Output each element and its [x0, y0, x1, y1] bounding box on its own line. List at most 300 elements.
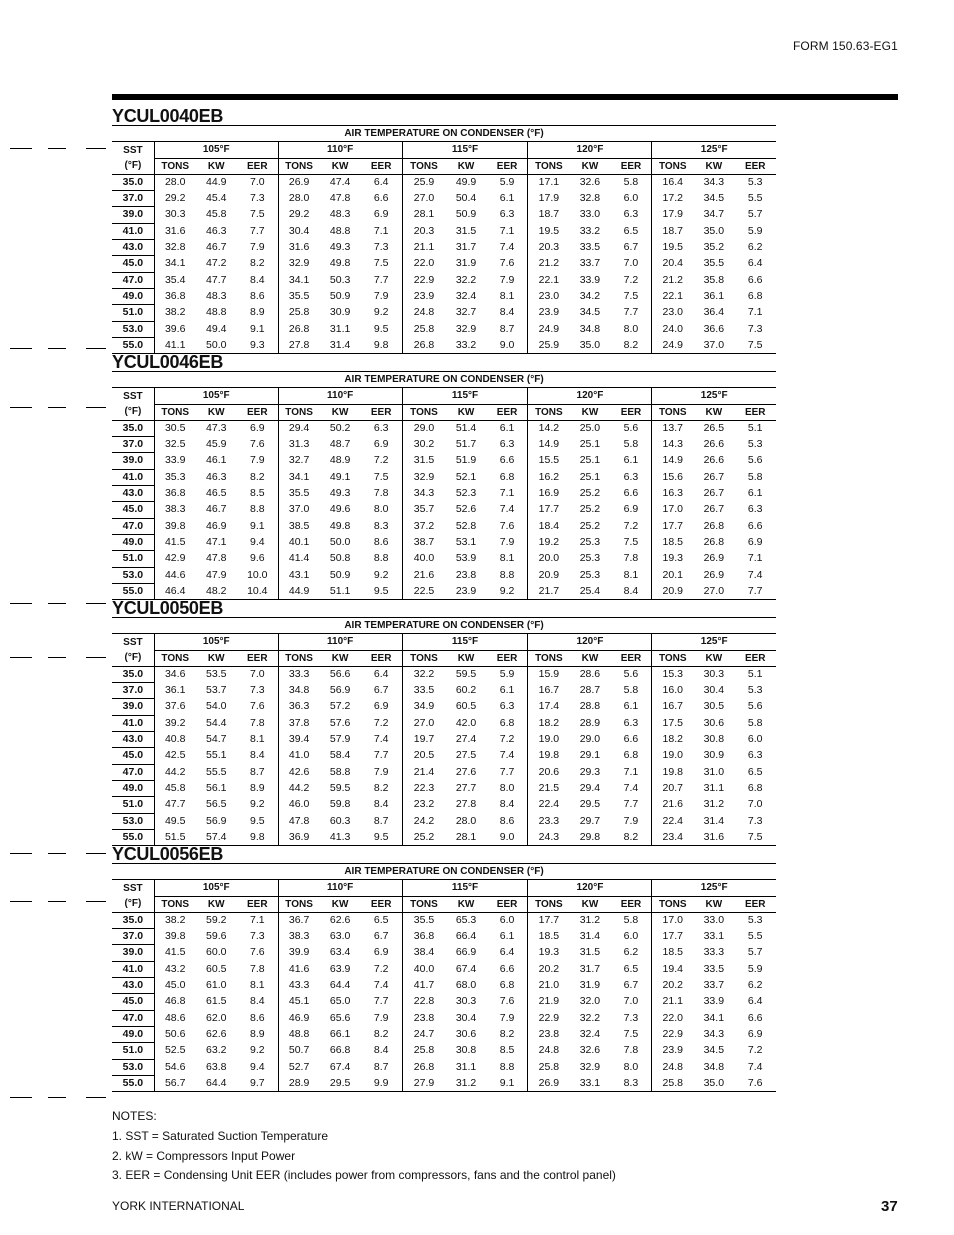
- data-cell: 50.9: [329, 568, 351, 581]
- data-cell: 50.0: [329, 535, 351, 548]
- data-cell: 8.0: [623, 322, 639, 335]
- data-cell: 6.6: [623, 733, 639, 746]
- sst-cell: 45.0: [112, 748, 154, 764]
- data-cell: 7.1: [623, 765, 639, 778]
- data-cell: 26.9: [703, 552, 725, 565]
- sst-cell: 51.0: [112, 551, 154, 567]
- data-cell: 6.3: [623, 716, 639, 729]
- data-cell: 5.9: [499, 668, 515, 681]
- data-cell: 22.1: [652, 288, 693, 304]
- data-cell: 25.2: [579, 503, 601, 516]
- column-header: EER: [611, 896, 652, 912]
- column-header: EER: [611, 158, 652, 174]
- column-header: TONS: [154, 896, 195, 912]
- data-cell: 7.5: [623, 535, 639, 548]
- data-cell: 7.3: [249, 930, 265, 943]
- table-row: [112, 305, 776, 321]
- data-cell: 8.0: [623, 1060, 639, 1073]
- data-cell: 28.1: [445, 829, 486, 845]
- note-item: 2. kW = Compressors Input Power: [112, 1148, 296, 1163]
- data-cell: 22.9: [402, 272, 445, 288]
- data-cell: 28.7: [579, 684, 601, 697]
- data-cell: 28.1: [402, 207, 445, 223]
- data-cell: 26.6: [703, 438, 725, 451]
- data-cell: 6.4: [747, 995, 763, 1008]
- column-header: TONS: [652, 404, 693, 420]
- margin-mark: [48, 657, 66, 658]
- data-cell: 66.4: [455, 930, 477, 943]
- data-cell: 55.1: [206, 749, 227, 762]
- table-row: [112, 321, 776, 337]
- data-cell: 50.2: [329, 422, 351, 435]
- form-id: FORM 150.63-EG1: [793, 39, 898, 53]
- sst-cell: 37.0: [112, 437, 154, 453]
- data-cell: 6.8: [499, 979, 515, 992]
- data-cell: 46.9: [278, 1010, 319, 1026]
- table-row: [112, 929, 776, 945]
- data-cell: 17.9: [528, 191, 569, 207]
- data-cell: 46.0: [278, 797, 319, 813]
- data-cell: 9.4: [249, 1060, 265, 1073]
- condenser-temp-header: 115°F: [402, 880, 528, 896]
- sst-cell: 39.0: [112, 207, 154, 223]
- data-cell: 63.4: [329, 946, 351, 959]
- data-cell: 7.7: [623, 798, 639, 811]
- table-row: [112, 551, 776, 567]
- table-row: [112, 486, 776, 502]
- data-cell: 8.2: [611, 829, 652, 845]
- data-cell: 37.6: [154, 699, 195, 715]
- data-cell: 7.1: [373, 224, 389, 237]
- data-cell: 21.1: [402, 240, 445, 256]
- data-cell: 42.5: [154, 748, 195, 764]
- table-row: [112, 748, 776, 764]
- data-cell: 32.7: [455, 306, 477, 319]
- data-cell: 6.5: [373, 914, 389, 927]
- data-cell: 41.4: [278, 551, 319, 567]
- data-cell: 5.6: [623, 668, 639, 681]
- data-cell: 8.2: [499, 1027, 515, 1040]
- footer-company: YORK INTERNATIONAL: [112, 1199, 245, 1213]
- data-cell: 7.9: [249, 454, 265, 467]
- data-cell: 8.1: [249, 979, 265, 992]
- data-cell: 6.6: [499, 962, 515, 975]
- data-cell: 8.6: [373, 535, 389, 548]
- data-cell: 8.4: [249, 749, 265, 762]
- data-cell: 16.2: [528, 469, 569, 485]
- data-cell: 8.1: [499, 552, 515, 565]
- sst-cell: 53.0: [112, 321, 154, 337]
- condenser-temp-header: 110°F: [278, 880, 402, 896]
- data-cell: 15.3: [652, 666, 693, 682]
- data-cell: 5.8: [623, 684, 639, 697]
- data-cell: 6.6: [499, 454, 515, 467]
- data-cell: 8.3: [611, 1075, 652, 1091]
- data-cell: 59.5: [329, 781, 351, 794]
- data-cell: 24.2: [402, 813, 445, 829]
- data-cell: 32.9: [455, 322, 477, 335]
- data-cell: 9.8: [361, 337, 402, 353]
- data-cell: 8.3: [373, 519, 389, 532]
- data-cell: 6.4: [373, 668, 389, 681]
- data-cell: 65.3: [455, 914, 477, 927]
- data-cell: 34.8: [703, 1060, 725, 1073]
- data-cell: 38.2: [154, 912, 195, 928]
- data-cell: 6.8: [499, 716, 515, 729]
- data-cell: 5.5: [747, 192, 763, 205]
- data-cell: 56.9: [329, 684, 351, 697]
- data-cell: 40.8: [154, 732, 195, 748]
- data-cell: 27.9: [402, 1075, 445, 1091]
- data-cell: 6.9: [373, 438, 389, 451]
- table-row: [112, 683, 776, 699]
- sst-cell: 45.0: [112, 256, 154, 272]
- data-cell: 34.2: [579, 289, 601, 302]
- data-cell: 6.7: [623, 979, 639, 992]
- condenser-temp-header: 105°F: [154, 880, 278, 896]
- data-cell: 8.6: [499, 814, 515, 827]
- column-header: TONS: [528, 158, 569, 174]
- data-cell: 19.0: [528, 732, 569, 748]
- data-cell: 50.8: [329, 552, 351, 565]
- data-cell: 62.6: [206, 1027, 227, 1040]
- column-header: TONS: [402, 158, 445, 174]
- data-cell: 32.0: [579, 995, 601, 1008]
- data-cell: 20.3: [402, 223, 445, 239]
- data-cell: 30.8: [703, 733, 725, 746]
- data-cell: 8.1: [249, 733, 265, 746]
- data-cell: 39.9: [278, 945, 319, 961]
- data-cell: 29.2: [278, 207, 319, 223]
- data-cell: 34.1: [278, 272, 319, 288]
- data-cell: 7.6: [249, 438, 265, 451]
- data-cell: 17.4: [528, 699, 569, 715]
- data-cell: 7.1: [249, 914, 265, 927]
- data-cell: 31.1: [703, 781, 725, 794]
- data-cell: 26.8: [402, 337, 445, 353]
- data-cell: 18.2: [652, 732, 693, 748]
- data-cell: 19.0: [652, 748, 693, 764]
- data-cell: 6.1: [499, 930, 515, 943]
- table-row: [112, 813, 776, 829]
- data-cell: 34.5: [703, 192, 725, 205]
- data-cell: 6.1: [499, 422, 515, 435]
- data-cell: 9.2: [487, 583, 528, 599]
- margin-mark: [86, 1097, 106, 1098]
- data-cell: 57.6: [329, 716, 351, 729]
- data-cell: 23.8: [528, 1026, 569, 1042]
- data-cell: 29.8: [569, 829, 610, 845]
- data-cell: 8.6: [249, 1011, 265, 1024]
- data-cell: 19.2: [528, 534, 569, 550]
- condenser-temp-header: 105°F: [154, 634, 278, 650]
- data-cell: 7.2: [373, 454, 389, 467]
- data-cell: 16.3: [652, 486, 693, 502]
- data-cell: 47.8: [206, 552, 227, 565]
- data-cell: 29.0: [402, 420, 445, 436]
- data-cell: 6.1: [623, 700, 639, 713]
- data-cell: 49.9: [455, 176, 477, 189]
- condenser-temp-header: 115°F: [402, 634, 528, 650]
- table-row: [112, 1059, 776, 1075]
- data-cell: 30.8: [455, 1044, 477, 1057]
- data-cell: 62.6: [329, 914, 351, 927]
- data-cell: 33.1: [703, 930, 725, 943]
- performance-table: [112, 371, 776, 600]
- data-cell: 40.1: [278, 534, 319, 550]
- data-cell: 8.9: [249, 781, 265, 794]
- data-cell: 6.6: [623, 487, 639, 500]
- data-cell: 7.8: [623, 1044, 639, 1057]
- data-cell: 20.2: [528, 961, 569, 977]
- data-cell: 17.7: [528, 502, 569, 518]
- data-cell: 43.3: [278, 978, 319, 994]
- performance-section: [112, 107, 776, 354]
- data-cell: 26.8: [278, 321, 319, 337]
- data-cell: 30.3: [154, 207, 195, 223]
- data-cell: 7.9: [623, 814, 639, 827]
- data-cell: 39.4: [278, 732, 319, 748]
- data-cell: 46.3: [206, 470, 227, 483]
- data-cell: 18.5: [528, 929, 569, 945]
- sst-cell: 35.0: [112, 420, 154, 436]
- data-cell: 7.4: [623, 781, 639, 794]
- data-cell: 5.9: [499, 176, 515, 189]
- margin-mark: [86, 407, 106, 408]
- data-cell: 7.2: [747, 1044, 763, 1057]
- data-cell: 19.4: [652, 961, 693, 977]
- data-cell: 30.2: [402, 437, 445, 453]
- data-cell: 22.9: [528, 1010, 569, 1026]
- top-rule: [112, 94, 898, 100]
- condenser-temp-header: 115°F: [402, 388, 528, 404]
- table-row: [112, 797, 776, 813]
- data-cell: 30.3: [703, 668, 725, 681]
- data-cell: 39.8: [154, 929, 195, 945]
- data-cell: 56.9: [206, 814, 227, 827]
- data-cell: 30.4: [278, 223, 319, 239]
- data-cell: 31.0: [703, 765, 725, 778]
- data-cell: 29.7: [579, 814, 601, 827]
- data-cell: 35.0: [569, 337, 610, 353]
- data-cell: 17.1: [528, 174, 569, 190]
- data-cell: 24.9: [528, 321, 569, 337]
- data-cell: 6.8: [499, 470, 515, 483]
- section-title: YCUL0040EB: [112, 106, 224, 126]
- data-cell: 13.7: [652, 420, 693, 436]
- data-cell: 21.6: [402, 567, 445, 583]
- table-row: [112, 732, 776, 748]
- data-cell: 6.3: [373, 422, 389, 435]
- data-cell: 48.8: [206, 306, 227, 319]
- data-cell: 38.7: [402, 534, 445, 550]
- data-cell: 32.7: [278, 453, 319, 469]
- data-cell: 22.1: [528, 272, 569, 288]
- data-cell: 7.5: [623, 1027, 639, 1040]
- data-cell: 34.1: [703, 1011, 725, 1024]
- sst-header: SST: [123, 144, 143, 156]
- table-row: [112, 764, 776, 780]
- column-header: EER: [237, 404, 278, 420]
- data-cell: 7.5: [734, 829, 776, 845]
- data-cell: 26.7: [703, 487, 725, 500]
- column-header: TONS: [528, 404, 569, 420]
- data-cell: 35.3: [154, 469, 195, 485]
- table-row: [112, 288, 776, 304]
- condenser-temp-header: 110°F: [278, 388, 402, 404]
- data-cell: 27.4: [455, 733, 477, 746]
- column-header: EER: [237, 896, 278, 912]
- condenser-temp-title: AIR TEMPERATURE ON CONDENSER (°F): [112, 618, 776, 634]
- data-cell: 46.4: [154, 583, 195, 599]
- data-cell: 47.7: [206, 273, 227, 286]
- data-cell: 29.5: [319, 1075, 360, 1091]
- data-cell: 7.8: [623, 552, 639, 565]
- table-row: [112, 272, 776, 288]
- data-cell: 32.4: [579, 1027, 601, 1040]
- data-cell: 6.9: [373, 946, 389, 959]
- data-cell: 26.7: [703, 470, 725, 483]
- data-cell: 9.3: [237, 337, 278, 353]
- page-number: 37: [881, 1198, 898, 1215]
- data-cell: 36.1: [154, 683, 195, 699]
- data-cell: 45.0: [154, 978, 195, 994]
- performance-table: [112, 863, 776, 1092]
- data-cell: 7.8: [249, 716, 265, 729]
- data-cell: 9.2: [249, 798, 265, 811]
- data-cell: 6.1: [499, 684, 515, 697]
- data-cell: 49.6: [329, 503, 351, 516]
- note-item: 1. SST = Saturated Suction Temperature: [112, 1128, 329, 1143]
- data-cell: 31.9: [455, 257, 477, 270]
- data-cell: 24.3: [528, 829, 569, 845]
- data-cell: 47.7: [154, 797, 195, 813]
- data-cell: 52.7: [278, 1059, 319, 1075]
- data-cell: 27.8: [455, 798, 477, 811]
- data-cell: 6.9: [747, 1027, 763, 1040]
- column-header: KW: [445, 158, 486, 174]
- column-header: TONS: [154, 158, 195, 174]
- data-cell: 8.8: [373, 552, 389, 565]
- data-cell: 5.9: [747, 962, 763, 975]
- data-cell: 15.6: [652, 469, 693, 485]
- margin-mark: [86, 657, 106, 658]
- data-cell: 25.8: [402, 321, 445, 337]
- data-cell: 25.2: [579, 519, 601, 532]
- data-cell: 9.2: [373, 306, 389, 319]
- data-cell: 25.8: [278, 305, 319, 321]
- column-header: KW: [569, 404, 610, 420]
- data-cell: 8.5: [249, 487, 265, 500]
- data-cell: 34.5: [703, 1044, 725, 1057]
- data-cell: 48.8: [329, 224, 351, 237]
- column-header: EER: [611, 404, 652, 420]
- sst-cell: 53.0: [112, 1059, 154, 1075]
- data-cell: 45.9: [206, 438, 227, 451]
- data-cell: 14.9: [652, 453, 693, 469]
- data-cell: 34.8: [278, 683, 319, 699]
- data-cell: 60.5: [206, 962, 227, 975]
- data-cell: 7.3: [747, 814, 763, 827]
- data-cell: 6.3: [747, 503, 763, 516]
- performance-table: [112, 125, 776, 354]
- sst-cell: 49.0: [112, 288, 154, 304]
- data-cell: 31.6: [154, 223, 195, 239]
- data-cell: 28.0: [154, 174, 195, 190]
- data-cell: 8.8: [499, 568, 515, 581]
- data-cell: 63.0: [329, 930, 351, 943]
- condenser-temp-header: 125°F: [652, 142, 776, 158]
- data-cell: 47.1: [206, 535, 227, 548]
- sst-cell: 47.0: [112, 764, 154, 780]
- data-cell: 8.9: [249, 1027, 265, 1040]
- sst-header: SST: [123, 882, 143, 894]
- column-header: EER: [487, 650, 528, 666]
- data-cell: 27.5: [455, 749, 477, 762]
- data-cell: 48.9: [329, 454, 351, 467]
- data-cell: 9.4: [249, 535, 265, 548]
- data-cell: 7.2: [373, 716, 389, 729]
- data-cell: 16.0: [652, 683, 693, 699]
- data-cell: 20.4: [652, 256, 693, 272]
- data-cell: 5.3: [747, 438, 763, 451]
- data-cell: 44.2: [278, 780, 319, 796]
- data-cell: 31.1: [329, 322, 351, 335]
- data-cell: 27.0: [693, 583, 734, 599]
- data-cell: 9.2: [373, 568, 389, 581]
- column-header: KW: [693, 158, 734, 174]
- data-cell: 21.9: [528, 994, 569, 1010]
- data-cell: 21.0: [528, 978, 569, 994]
- data-cell: 50.0: [196, 337, 237, 353]
- table-row: [112, 534, 776, 550]
- data-cell: 9.5: [373, 322, 389, 335]
- data-cell: 32.9: [278, 256, 319, 272]
- condenser-temp-title: AIR TEMPERATURE ON CONDENSER (°F): [112, 372, 776, 388]
- data-cell: 35.4: [154, 272, 195, 288]
- data-cell: 7.0: [249, 668, 265, 681]
- data-cell: 7.2: [623, 273, 639, 286]
- data-cell: 25.9: [528, 337, 569, 353]
- data-cell: 56.1: [206, 781, 227, 794]
- data-cell: 22.4: [652, 813, 693, 829]
- sst-cell: 45.0: [112, 994, 154, 1010]
- data-cell: 7.2: [623, 519, 639, 532]
- column-header: TONS: [402, 896, 445, 912]
- data-cell: 33.5: [579, 241, 601, 254]
- data-cell: 25.1: [579, 454, 601, 467]
- data-cell: 29.1: [579, 749, 601, 762]
- data-cell: 24.0: [652, 321, 693, 337]
- data-cell: 40.0: [402, 961, 445, 977]
- table-row: [112, 207, 776, 223]
- column-header: EER: [734, 896, 776, 912]
- data-cell: 8.7: [249, 765, 265, 778]
- data-cell: 7.4: [747, 568, 763, 581]
- data-cell: 6.8: [623, 749, 639, 762]
- data-cell: 8.4: [249, 995, 265, 1008]
- column-header: EER: [487, 158, 528, 174]
- data-cell: 33.5: [703, 962, 725, 975]
- data-cell: 15.9: [528, 666, 569, 682]
- data-cell: 7.8: [249, 962, 265, 975]
- sst-cell: 51.0: [112, 305, 154, 321]
- data-cell: 37.8: [278, 715, 319, 731]
- data-cell: 37.0: [693, 337, 734, 353]
- data-cell: 36.8: [154, 486, 195, 502]
- data-cell: 23.0: [528, 288, 569, 304]
- data-cell: 35.8: [703, 273, 725, 286]
